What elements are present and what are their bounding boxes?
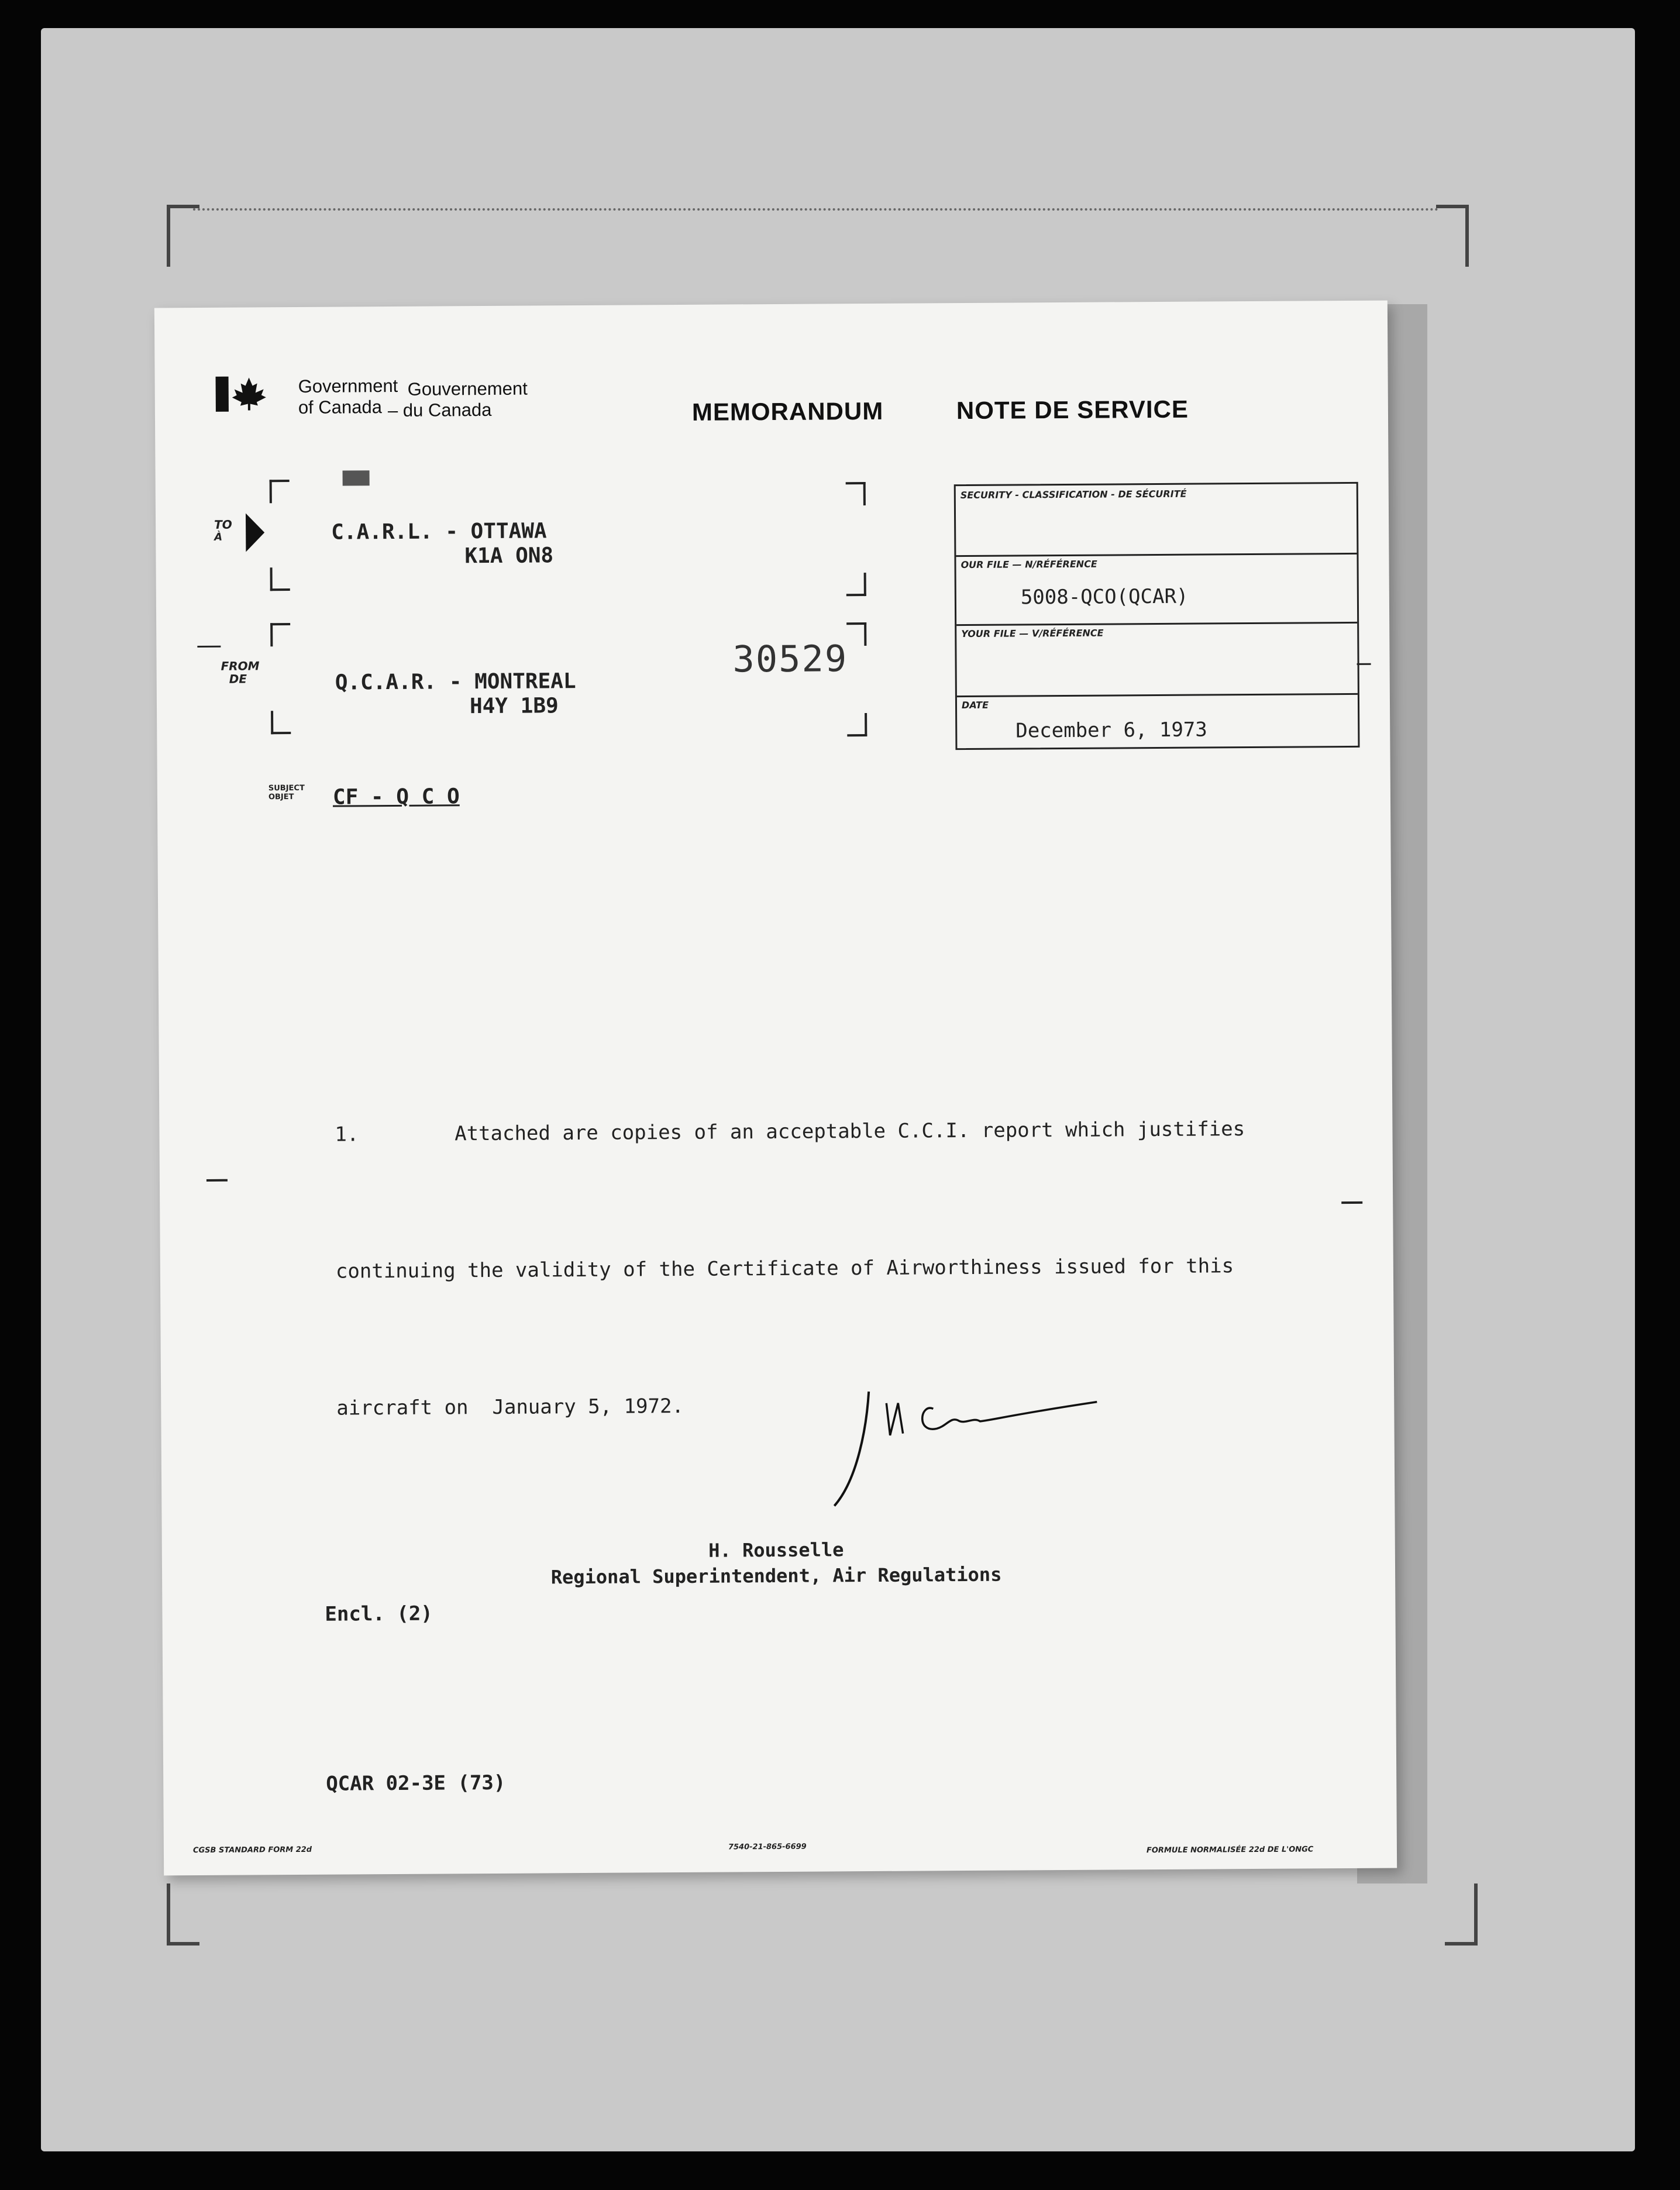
maple-leaf-icon: [231, 376, 267, 411]
arrow-right-icon: [243, 512, 267, 553]
subject-label: SUBJECT OBJET: [268, 783, 305, 802]
body-line-1: 1. Attached are copies of an acceptable C.C.I. report which justifies: [335, 1117, 1245, 1146]
crop-mark-bottom-right: [1445, 1883, 1478, 1945]
memo-sheet: [154, 301, 1397, 1876]
ref-row-your-file: [956, 622, 1357, 640]
fold-mark-right: [1341, 1201, 1362, 1204]
ref-row-our-file: [956, 553, 1357, 610]
stamp-number: 30529: [732, 637, 848, 681]
memo-title-fr: NOTE DE SERVICE: [956, 395, 1189, 425]
mid-bracket-3: [846, 622, 866, 646]
body-line-2: continuing the validity of the Certificate of Airworthiness issued for this: [335, 1254, 1234, 1283]
form-code: QCAR 02-3E (73): [326, 1771, 506, 1796]
redaction-mark: [343, 470, 370, 485]
mid-bracket-1: [846, 482, 866, 505]
memo-title-en: MEMORANDUM: [691, 397, 884, 426]
our-file-value: 5008-QCO(QCAR): [1020, 584, 1189, 610]
signatory-title: Regional Superintendent, Air Regulations: [550, 1563, 1002, 1589]
from-bracket-bottom: [271, 711, 291, 734]
side-tick-top: [1357, 663, 1371, 665]
footer-left: CGSB STANDARD FORM 22d: [192, 1845, 312, 1855]
to-label: TO À: [214, 517, 232, 543]
enclosure: Encl. (2): [325, 1602, 433, 1626]
crop-mark-top-left: [167, 205, 199, 267]
our-file-label: OUR FILE — N/RÉFÉRENCE: [961, 558, 1097, 571]
perforation-dots: [193, 208, 1439, 211]
your-file-label: YOUR FILE — V/RÉFÉRENCE: [961, 627, 1104, 640]
date-value: December 6, 1973: [1015, 718, 1207, 743]
mid-bracket-4: [847, 713, 867, 736]
gov-english: Government of Canada: [298, 375, 398, 418]
from-bracket-top: [270, 623, 290, 646]
gov-french: Gouvernement – du Canada: [387, 378, 528, 421]
footer-right: FORMULE NORMALISÉE 22d DE L'ONGC: [1146, 1845, 1314, 1855]
to-address: C.A.R.L. - OTTAWA K1A ON8: [331, 519, 554, 569]
from-address: Q.C.A.R. - MONTREAL H4Y 1B9: [335, 669, 576, 719]
crop-mark-top-right: [1436, 205, 1469, 267]
from-label: FROM DE: [221, 659, 260, 686]
to-bracket-top: [270, 480, 290, 503]
from-rule: [197, 646, 221, 648]
date-label: DATE: [961, 699, 989, 711]
fold-mark-left: [206, 1179, 228, 1182]
crop-mark-bottom-left: [167, 1883, 199, 1945]
to-bracket-bottom: [270, 567, 290, 591]
reference-box: [954, 482, 1360, 750]
signatory-name: H. Rousselle: [708, 1538, 844, 1562]
logo-flag-bar: [216, 377, 229, 412]
mid-bracket-2: [846, 573, 866, 596]
footer-center: 7540-21-865-6699: [728, 1842, 807, 1852]
ref-row-date: [957, 693, 1358, 743]
security-label: SECURITY - CLASSIFICATION - DE SÉCURITÉ: [960, 488, 1187, 501]
handwritten-signature: [822, 1378, 1127, 1520]
subject-value: CF - Q C O: [332, 784, 460, 810]
body-line-3: aircraft on January 5, 1972.: [336, 1394, 684, 1420]
signature-block: [162, 1535, 1169, 1593]
